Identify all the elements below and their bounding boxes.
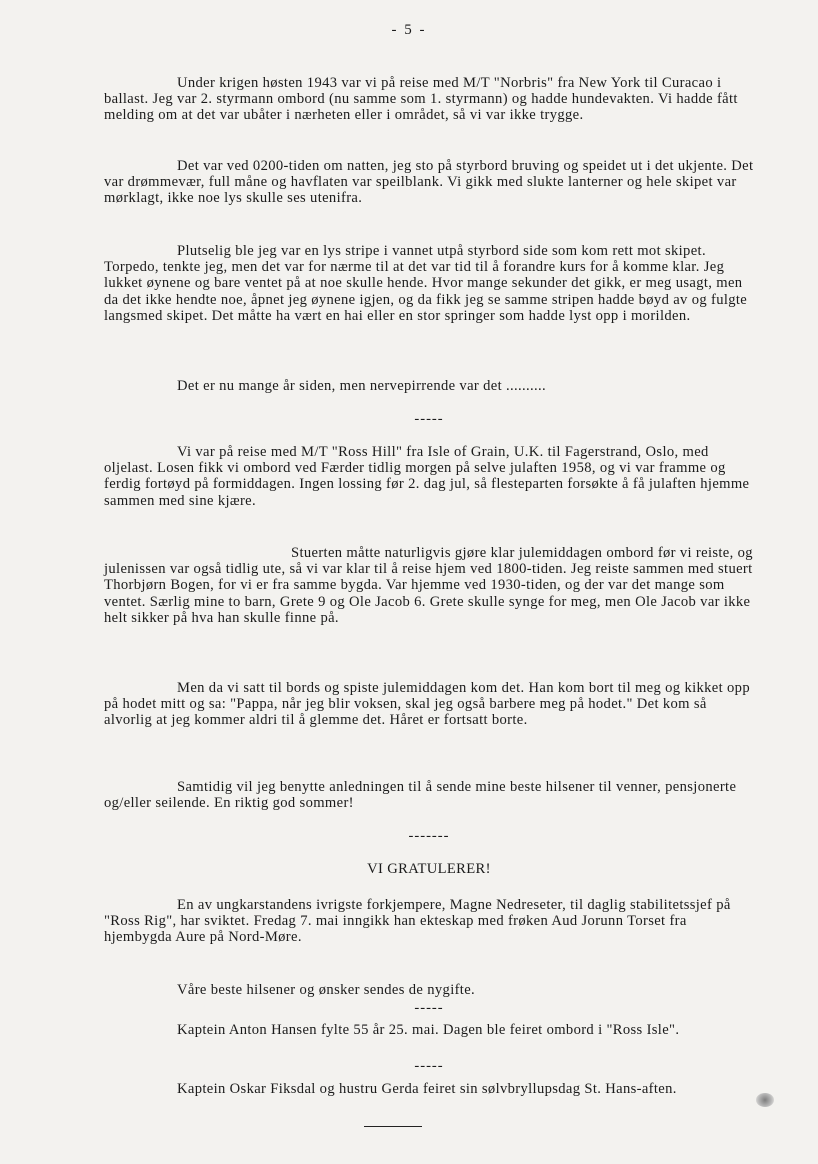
paragraph-greetings [104, 779, 754, 811]
separator: ----- [414, 1058, 444, 1074]
paragraph-text: Plutselig ble jeg var en lys stripe i vannet utpå styrbord side som kom rett mot skipet. Torpedo, tenkte jeg, men det var for nærme til at det var tid til å forandre kurs for å komme klar. Jeg lukket øynene og bare ventet på at noe skulle hende. Hvor mange sekunder det gikk, er meg usagt, men da det ikke hendte noe, åpnet jeg øynene igjen, og da fikk jeg se samme stripen hadde bøyd av og fulgte langsmed skipet. Det måtte ha vært en hai eller en stor springer som hadde lyst opp i morilden. [104, 243, 748, 324]
paragraph-julemiddag [104, 680, 754, 729]
section-heading: VI GRATULERER! [367, 861, 491, 877]
paragraph-christmas [104, 545, 754, 626]
paragraph-text: Samtidig vil jeg benytte anledningen til å sende mine beste hilsener til venner, pensjonerte og/eller seilende. En riktig god sommer! [104, 779, 737, 812]
paragraph-text: Det var ved 0200-tiden om natten, jeg sto på styrbord bruving og speidet ut i det ukjente. Det var drømmevær, full måne og havflaten var speilblank. Vi gikk med slukte lanterner og hele skipet var mørklagt, ikke noe lys skulle ses utenifra. [104, 158, 754, 207]
paragraph-birthday [104, 1022, 754, 1038]
paragraph-text: Under krigen høsten 1943 var vi på reise med M/T "Norbris" fra New York til Curacao i ballast. Jeg var 2. styrmann ombord (nu samme som 1. styrmann) og hadde hundevakten. Vi hadde fått melding om at det var ubåter i nærheten eller i området, så vi var ikke trygge. [104, 75, 738, 124]
separator: ----- [414, 411, 444, 427]
paper-smudge [756, 1093, 774, 1107]
paragraph-silver-wedding [104, 1081, 754, 1097]
paragraph-ross-hill [104, 444, 754, 509]
paragraph-text: Våre beste hilsener og ønsker sendes de nygifte. [177, 982, 476, 998]
paragraph-best-wishes [104, 982, 754, 998]
paragraph-torpedo [104, 243, 754, 324]
paragraph-norbris [104, 75, 754, 124]
paragraph-text: Kaptein Oskar Fiksdal og hustru Gerda feiret sin sølvbryllupsdag St. Hans-aften. [177, 1081, 677, 1097]
paragraph-text: Stuerten måtte naturligvis gjøre klar julemiddagen ombord før vi reiste, og julenissen var også tidlig ute, så vi var klar til å reise hjem ved 1800-tiden. Jeg reiste sammen med stuert Thorbjørn Bogen, for vi er fra samme bygda. Var hjemme ved 1930-tiden, og der var det mange som ventet. Særlig mine to barn, Grete 9 og Ole Jacob 6. Grete skulle synge for meg, men Ole Jacob var ikke helt sikker på hva han skulle finne på. [104, 545, 753, 626]
paragraph-night-watch [104, 158, 754, 207]
end-rule [364, 1126, 422, 1127]
paragraph-text: Vi var på reise med M/T "Ross Hill" fra Isle of Grain, U.K. til Fagerstrand, Oslo, med oljelast. Losen fikk vi ombord ved Færder tidlig morgen på selve julaften 1958, og vi var framme og ferdig fortøyd på formiddagen. Ingen lossing før 2. dag jul, så flesteparten forsøkte å få julaften hjemme sammen med sine kjære. [104, 444, 750, 509]
separator: ------- [408, 828, 450, 844]
paragraph-nerve [104, 378, 754, 394]
paragraph-text: En av ungkarstandens ivrigste forkjempere, Magne Nedreseter, til daglig stabilitetssjef på "Ross Rig", har sviktet. Fredag 7. mai inngikk han ekteskap med frøken Aud Jorunn Torset fra hjembygda Aure på Nord-Møre. [104, 897, 731, 946]
paragraph-text: Det er nu mange år siden, men nervepirrende var det .......... [177, 378, 546, 394]
paragraph-wedding [104, 897, 754, 946]
paragraph-text: Men da vi satt til bords og spiste julemiddagen kom det. Han kom bort til meg og kikket opp på hodet mitt og sa: "Pappa, når jeg blir voksen, skal jeg også barbere meg på hodet." Det kom så alvorlig at jeg kommer aldri til å glemme det. Håret er fortsatt borte. [104, 680, 750, 729]
page-number: - 5 - [391, 22, 427, 38]
separator: ----- [414, 1000, 444, 1016]
paragraph-text: Kaptein Anton Hansen fylte 55 år 25. mai. Dagen ble feiret ombord i "Ross Isle". [177, 1022, 680, 1038]
